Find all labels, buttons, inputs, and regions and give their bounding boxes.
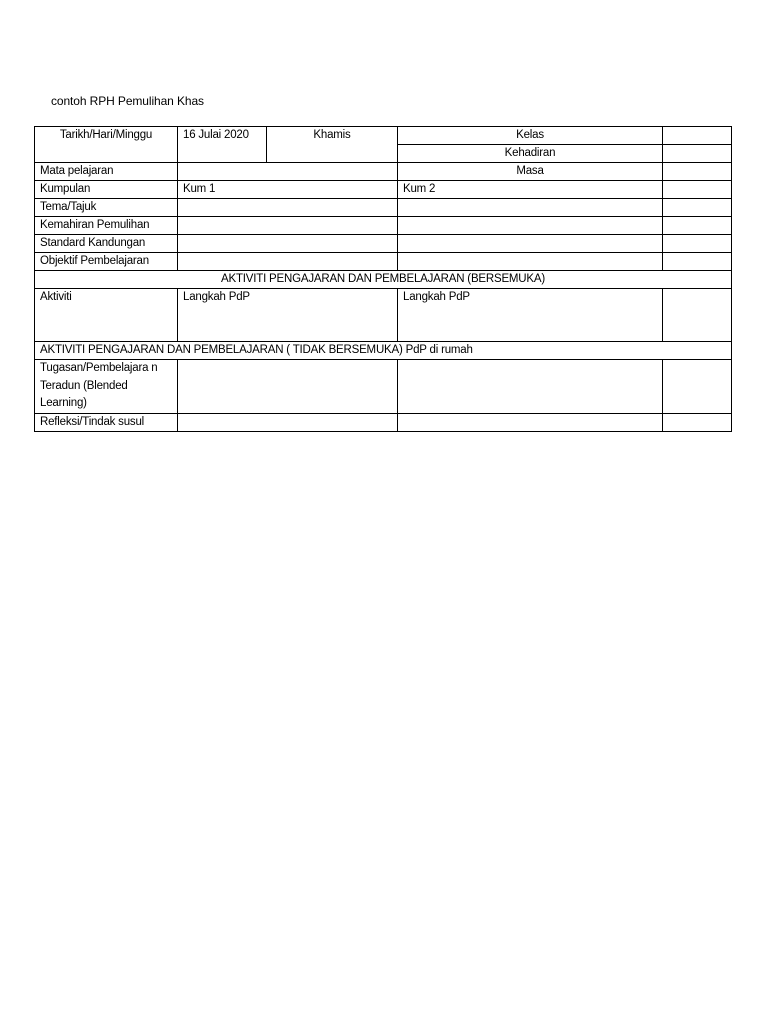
- tidak-bersemuka-heading: AKTIVITI PENGAJARAN DAN PEMBELAJARAN ( TIDAK BERSEMUKA) PdP di rumah: [35, 342, 732, 360]
- standard-label: Standard Kandungan: [35, 235, 178, 253]
- mata-pelajaran-label: Mata pelajaran: [35, 163, 178, 181]
- rph-table: [34, 126, 732, 432]
- table-row: [35, 253, 732, 271]
- table-row: [35, 127, 732, 145]
- langkah-pdp-kum1: Langkah PdP: [178, 289, 398, 342]
- table-row: [35, 360, 732, 414]
- refleksi-label: Refleksi/Tindak susul: [35, 413, 178, 431]
- table-row: [35, 289, 732, 342]
- kehadiran-value-cell: [663, 145, 732, 163]
- kum2-cell: Kum 2: [398, 181, 663, 199]
- masa-label-cell: Masa: [398, 163, 663, 181]
- langkah-pdp-kum2: Langkah PdP: [398, 289, 663, 342]
- table-row: [35, 342, 732, 360]
- aktiviti-label: Aktiviti: [35, 289, 178, 342]
- tarikh-label-cell: Tarikh/Hari/Minggu: [35, 127, 178, 163]
- table-row: [35, 271, 732, 289]
- masa-value-cell: [663, 163, 732, 181]
- mata-pelajaran-value: [178, 163, 398, 181]
- kum1-cell: Kum 1: [178, 181, 398, 199]
- tarikh-value-cell: 16 Julai 2020: [178, 127, 267, 163]
- tugasan-label: Tugasan/Pembelajara n Teradun (Blended Learning): [35, 360, 178, 414]
- document-title: contoh RPH Pemulihan Khas: [51, 94, 204, 108]
- table-row: [35, 413, 732, 431]
- tema-label: Tema/Tajuk: [35, 199, 178, 217]
- hari-value-cell: Khamis: [267, 127, 398, 163]
- table-row: [35, 217, 732, 235]
- table-row: [35, 235, 732, 253]
- kemahiran-label: Kemahiran Pemulihan: [35, 217, 178, 235]
- kumpulan-label: Kumpulan: [35, 181, 178, 199]
- bersemuka-heading: AKTIVITI PENGAJARAN DAN PEMBELAJARAN (BERSEMUKA): [35, 271, 732, 289]
- objektif-label: Objektif Pembelajaran: [35, 253, 178, 271]
- kelas-label-cell: Kelas: [398, 127, 663, 145]
- table-row: [35, 163, 732, 181]
- kelas-value-cell: [663, 127, 732, 145]
- kehadiran-label-cell: Kehadiran: [398, 145, 663, 163]
- table-row: [35, 181, 732, 199]
- table-row: [35, 199, 732, 217]
